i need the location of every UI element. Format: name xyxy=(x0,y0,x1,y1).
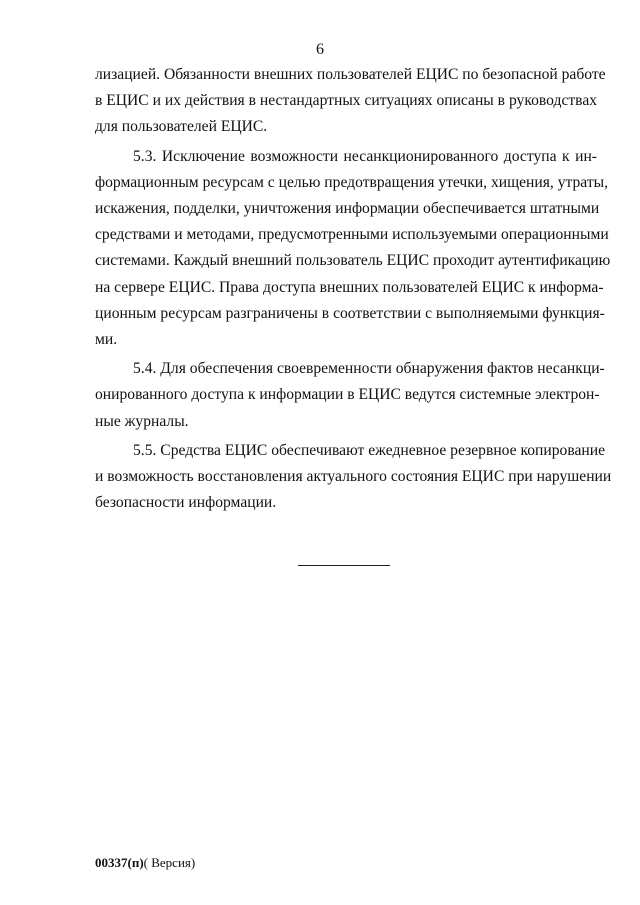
text-line: лизацией. Обязанности внешних пользователей ЕЦИС по безопасной работе xyxy=(95,66,606,83)
text-line: искажения, подделки, уничтожения информации обеспечивается штатными xyxy=(95,200,600,218)
text-line: ные журналы. xyxy=(95,412,189,430)
text-line: 5.4. Для обеспечения своевременности обнаружения фактов несанкци- xyxy=(133,360,605,378)
text-line: формационным ресурсам с целью предотвращения утечки, хищения, утраты, xyxy=(95,173,609,191)
document-code: 00337(п) xyxy=(95,855,144,870)
footer xyxy=(95,855,195,871)
paragraph-continuation xyxy=(95,62,606,141)
document-body xyxy=(95,62,612,519)
text-line: онированного доступа к информации в ЕЦИС ведутся системные электрон- xyxy=(95,386,600,404)
end-divider-line xyxy=(298,565,390,566)
text-line: средствами и методами, предусмотренными используемыми операционными xyxy=(95,226,609,244)
text-line: на сервере ЕЦИС. Права доступа внешних пользователей ЕЦИС к информа- xyxy=(95,278,604,296)
paragraph-5-3 xyxy=(95,144,611,354)
text-line: в ЕЦИС и их действия в нестандартных ситуациях описаны в руководствах xyxy=(95,92,598,110)
text-line: ционным ресурсам разграничены в соответствии с выполняемыми функция- xyxy=(95,304,605,322)
text-line: для пользователей ЕЦИС. xyxy=(95,118,268,136)
text-line: системами. Каждый внешний пользователь ЕЦИС проходит аутентификацию xyxy=(95,252,611,270)
text-line: 5.3. Исключение возможности несанкционированного доступа к ин- xyxy=(133,147,597,165)
document-version: ( Версия) xyxy=(143,855,196,870)
text-line: безопасности информации. xyxy=(95,494,277,512)
paragraph-5-5 xyxy=(95,438,612,517)
text-line: ми. xyxy=(95,331,118,349)
text-line: 5.5. Средства ЕЦИС обеспечивают ежедневное резервное копирование xyxy=(133,441,606,459)
page-number: 6 xyxy=(316,41,324,58)
paragraph-5-4 xyxy=(95,356,605,435)
text-line: и возможность восстановления актуального состояния ЕЦИС при нарушении xyxy=(95,468,612,486)
